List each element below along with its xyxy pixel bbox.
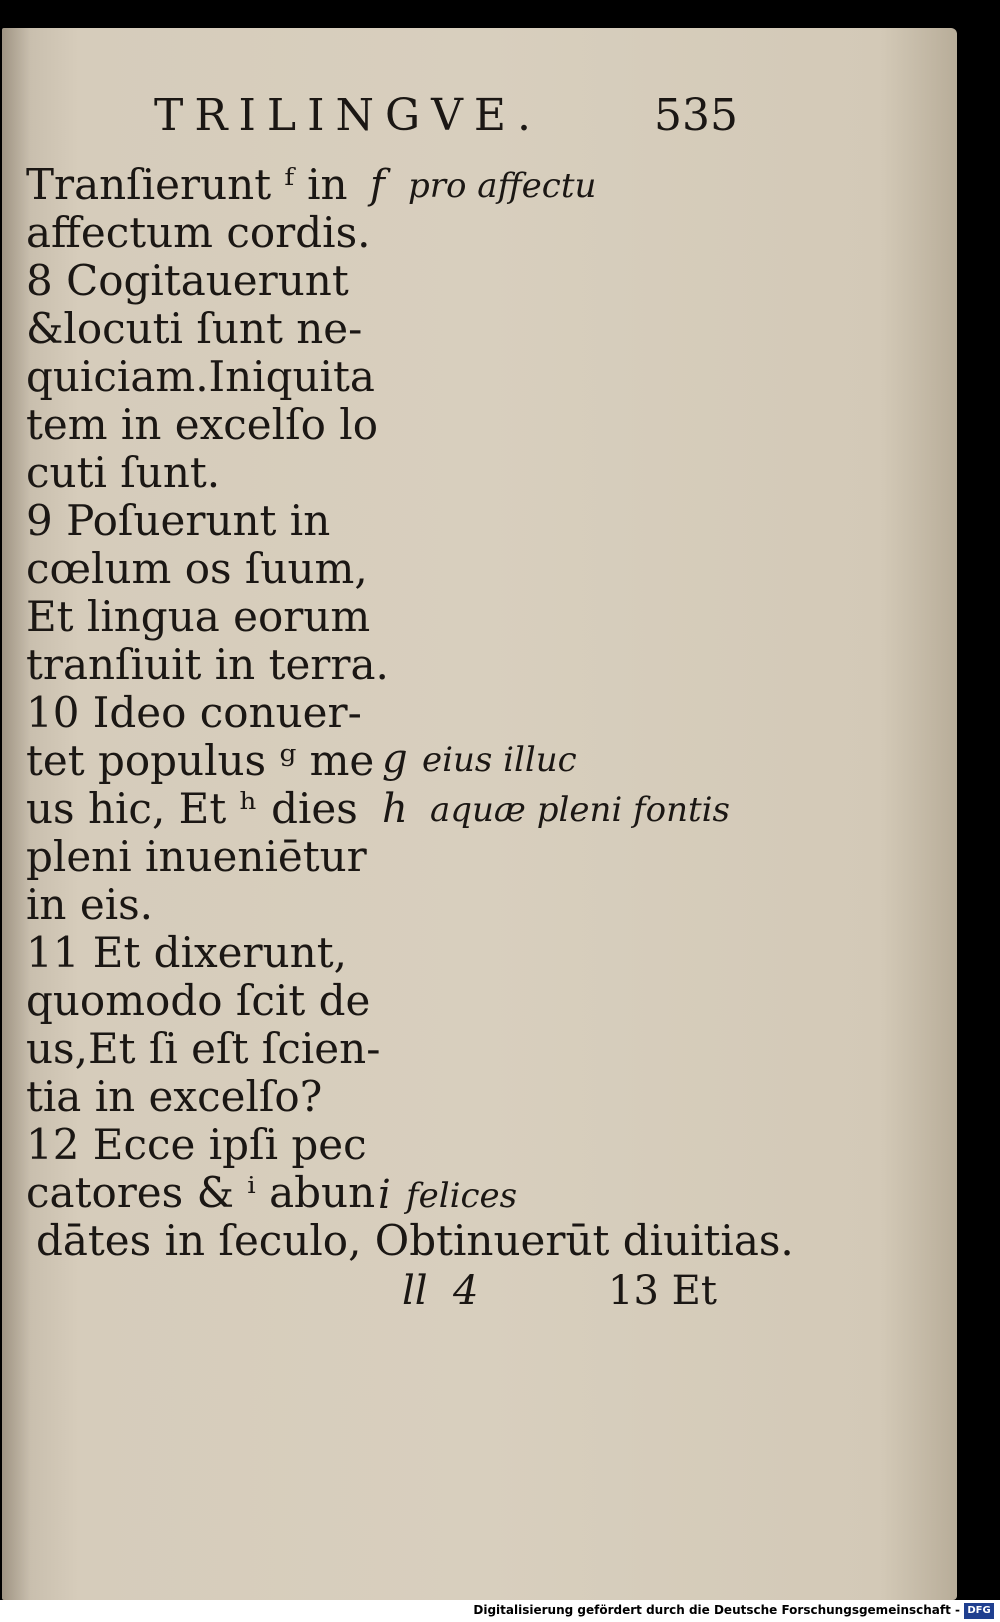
text-line: Tranſierunt ᶠ in xyxy=(26,160,348,209)
text-line: 12 Ecce ipſi pec xyxy=(26,1120,367,1169)
margin-note-letter: f xyxy=(370,162,385,208)
text-line: pleni inueniētur xyxy=(26,832,367,881)
text-line: tet populus ᵍ me xyxy=(26,736,375,785)
text-line: cœlum os ſuum, xyxy=(26,544,368,593)
text-line: 11 Et dixerunt, xyxy=(26,928,347,977)
footer-credit: Digitalisierung gefördert durch die Deutsche Forschungsgemeinschaft - xyxy=(473,1603,960,1617)
margin-note-letter: h xyxy=(382,786,408,832)
text-line: catores & ⁱ abun xyxy=(26,1168,376,1217)
text-line: tem in excelſo lo xyxy=(26,400,378,449)
text-line: tia in excelſo? xyxy=(26,1072,323,1121)
book-page xyxy=(2,28,957,1600)
text-line: &locuti ſunt ne- xyxy=(26,304,363,353)
text-line: in eis. xyxy=(26,880,154,929)
digitization-footer xyxy=(0,1600,1000,1622)
text-line: tranſiuit in terra. xyxy=(26,640,389,689)
text-line: Et lingua eorum xyxy=(26,592,371,641)
margin-note-text: felices xyxy=(406,1176,518,1216)
text-line: us,Et ſi eſt ſcien- xyxy=(26,1024,381,1073)
dfg-logo: DFG xyxy=(964,1603,994,1619)
margin-note-text: pro affectu xyxy=(408,166,597,206)
text-line: quomodo ſcit de xyxy=(26,976,371,1025)
text-line: quiciam.Iniquita xyxy=(26,352,375,401)
signature-mark: ll 4 xyxy=(402,1268,479,1314)
full-width-line: dātes in ſeculo, Obtinuerūt diuitias. xyxy=(36,1216,794,1265)
catchword: 13 Et xyxy=(608,1268,717,1314)
text-line: affectum cordis. xyxy=(26,208,371,257)
margin-note-text: eius illuc xyxy=(422,740,577,780)
text-line: us hic, Et ʰ dies xyxy=(26,784,358,833)
margin-note-letter: g xyxy=(382,736,408,782)
text-line: 9 Poſuerunt in xyxy=(26,496,331,545)
text-line: 8 Cogitauerunt xyxy=(26,256,349,305)
text-line: 10 Ideo conuer- xyxy=(26,688,362,737)
text-line: cuti ſunt. xyxy=(26,448,221,497)
margin-note-letter: i xyxy=(378,1172,391,1218)
running-title: TRILINGVE. xyxy=(154,90,542,141)
margin-note-text: aquæ pleni fontis xyxy=(430,790,730,830)
page-number: 535 xyxy=(654,90,738,141)
